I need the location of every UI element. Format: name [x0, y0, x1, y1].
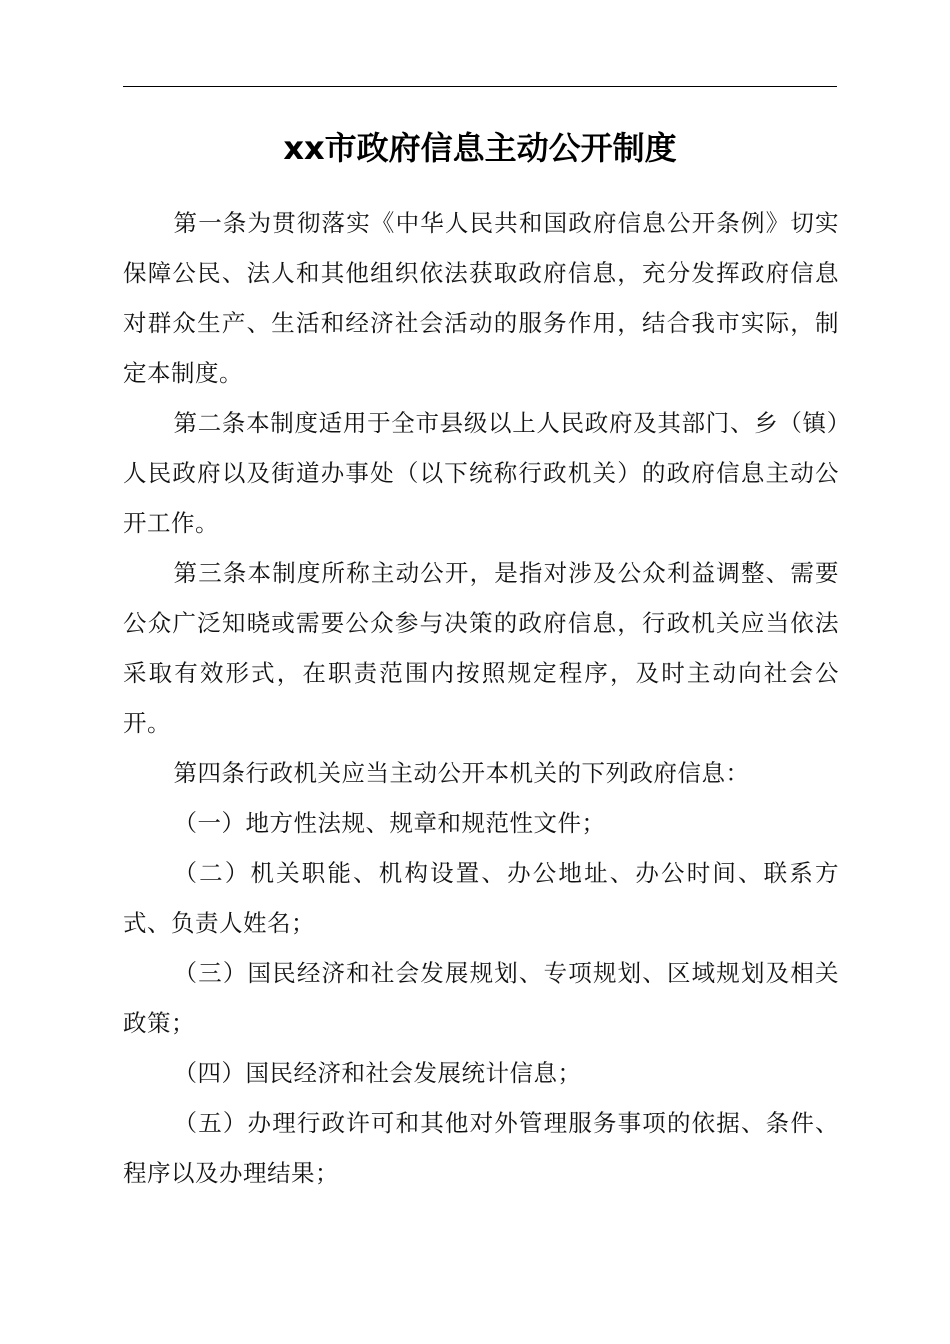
document-body — [123, 198, 839, 1198]
header-rule — [123, 86, 837, 87]
paragraph-article-2: 第二条本制度适用于全市县级以上人民政府及其部门、乡（镇）人民政府以及街道办事处（以下统称行政机关）的政府信息主动公开工作。 — [123, 409, 839, 537]
list-item-4: （四）国民经济和社会发展统计信息； — [173, 1059, 582, 1087]
paragraph-article-1: 第一条为贯彻落实《中华人民共和国政府信息公开条例》切实保障公民、法人和其他组织依法获取政府信息，充分发挥政府信息对群众生产、生活和经济社会活动的服务作用，结合我市实际，制定本制度。 — [123, 209, 839, 387]
list-item-1: （一）地方性法规、规章和规范性文件； — [173, 809, 606, 837]
paragraph-article-4: 第四条行政机关应当主动公开本机关的下列政府信息： — [173, 759, 750, 787]
list-item-5: （五）办理行政许可和其他对外管理服务事项的依据、条件、程序以及办理结果； — [123, 1109, 839, 1187]
document-title: xx市政府信息主动公开制度 — [283, 129, 677, 167]
paragraph-article-3: 第三条本制度所称主动公开，是指对涉及公众利益调整、需要公众广泛知晓或需要公众参与决策的政府信息，行政机关应当依法采取有效形式，在职责范围内按照规定程序，及时主动向社会公开。 — [123, 559, 839, 737]
list-item-3: （三）国民经济和社会发展规划、专项规划、区域规划及相关政策； — [123, 959, 839, 1037]
list-item-2: （二）机关职能、机构设置、办公地址、办公时间、联系方式、负责人姓名； — [123, 859, 839, 937]
